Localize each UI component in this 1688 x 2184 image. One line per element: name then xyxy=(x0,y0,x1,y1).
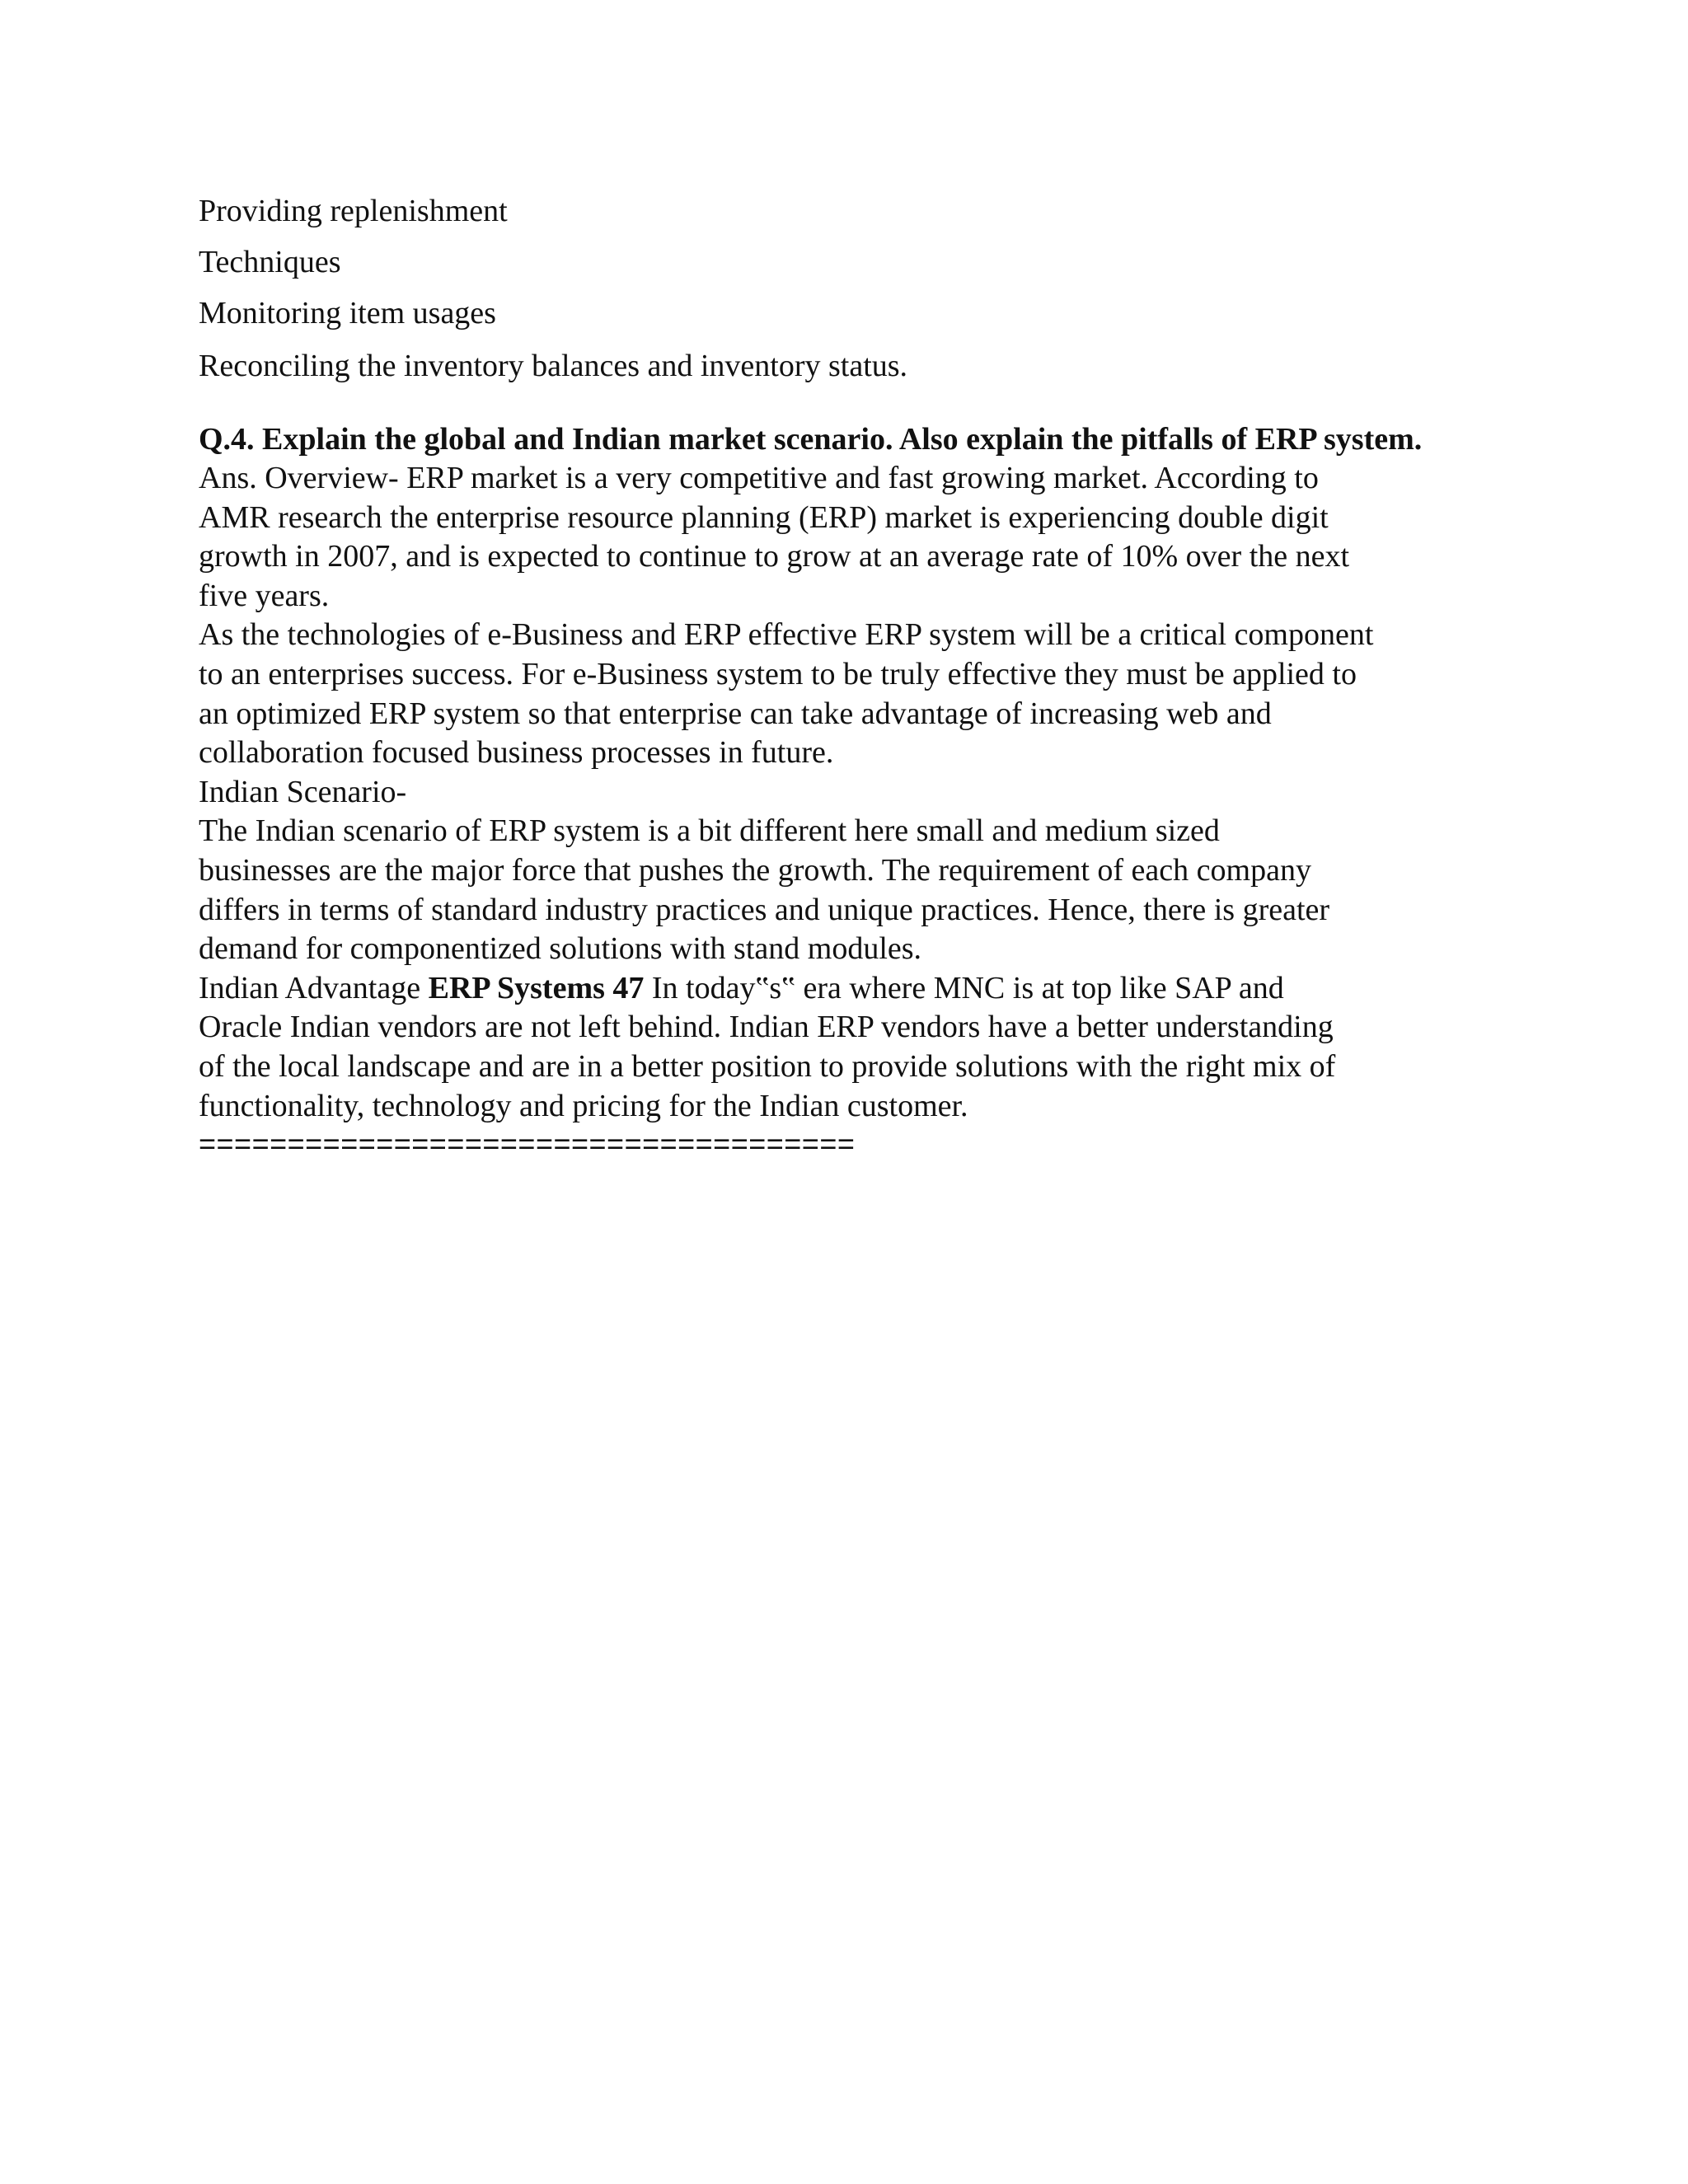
list-item-monitoring-item-usages: Monitoring item usages xyxy=(199,296,496,330)
answer-line: businesses are the major force that pushes the growth. The requirement of each company xyxy=(199,852,1311,888)
answer-line: The Indian scenario of ERP system is a bit different here small and medium sized xyxy=(199,813,1220,849)
answer-line: to an enterprises success. For e-Business system to be truly effective they must be applied to xyxy=(199,656,1357,691)
answer-line: an optimized ERP system so that enterprise can take advantage of increasing web and xyxy=(199,696,1272,731)
answer-line: collaboration focused business processes in future. xyxy=(199,735,834,771)
answer-line: Oracle Indian vendors are not left behind. Indian ERP vendors have a better understanding xyxy=(199,1010,1334,1045)
answer-line: AMR research the enterprise resource planning (ERP) market is experiencing double digit xyxy=(199,499,1329,535)
answer-line: As the technologies of e-Business and ERP effective ERP system will be a critical component xyxy=(199,617,1374,653)
list-item-reconciling-inventory: Reconciling the inventory balances and inventory status. xyxy=(199,349,908,383)
indian-advantage-prefix: Indian Advantage xyxy=(199,970,429,1005)
answer-line: demand for componentized solutions with stand modules. xyxy=(199,931,922,967)
separator-line: ===================================== xyxy=(199,1127,856,1161)
indian-scenario-heading: Indian Scenario- xyxy=(199,774,407,809)
list-item-providing-replenishment: Providing replenishment xyxy=(199,194,508,228)
answer-line: differs in terms of standard industry practices and unique practices. Hence, there is greater xyxy=(199,892,1330,927)
answer-line: growth in 2007, and is expected to continue to grow at an average rate of 10% over the next xyxy=(199,539,1350,574)
erp-systems-page-marker: ERP Systems 47 xyxy=(428,970,645,1005)
answer-body xyxy=(199,459,1493,1126)
question-heading: Q.4. Explain the global and Indian market scenario. Also explain the pitfalls of ERP system. xyxy=(199,422,1423,457)
page-content xyxy=(199,191,1493,1162)
answer-line: five years. xyxy=(199,578,330,613)
list-item-techniques: Techniques xyxy=(199,245,341,279)
answer-line: Ans. Overview- ERP market is a very competitive and fast growing market. According to xyxy=(199,461,1319,495)
answer-line: of the local landscape and are in a better position to provide solutions with the right mix of xyxy=(199,1048,1336,1084)
indian-advantage-suffix: In today‟s‟ era where MNC is at top like SAP and xyxy=(644,970,1284,1005)
indian-advantage-line xyxy=(199,969,1493,1009)
answer-line: functionality, technology and pricing for the Indian customer. xyxy=(199,1088,968,1123)
